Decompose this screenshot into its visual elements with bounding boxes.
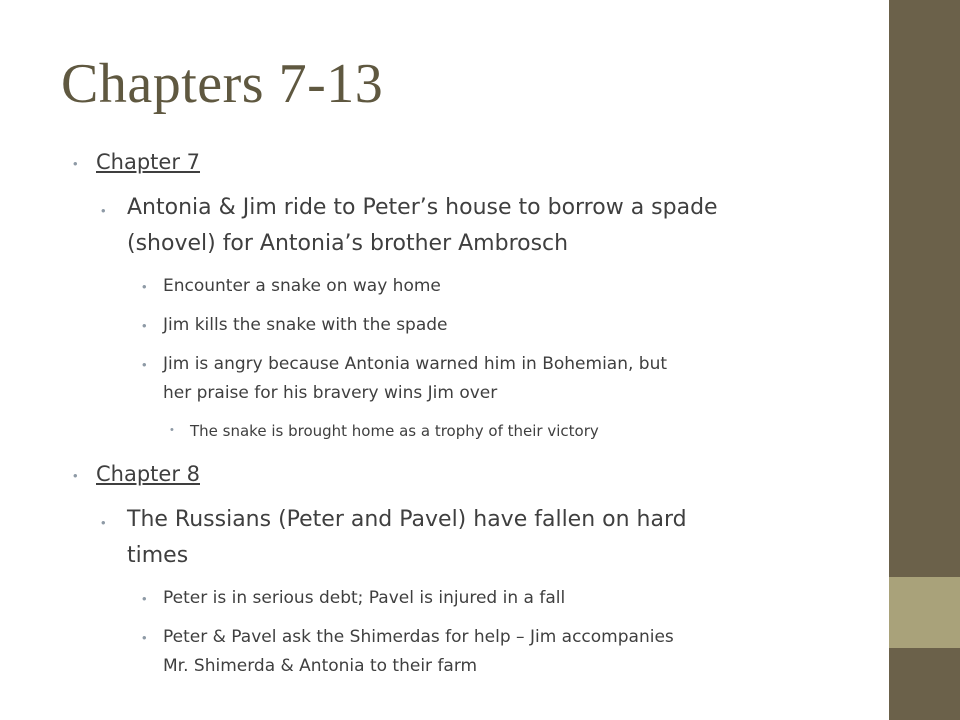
bullet-icon: • bbox=[142, 630, 147, 645]
chapter-7-sub-2: Jim kills the snake with the spade bbox=[163, 315, 448, 335]
bullet-icon: • bbox=[142, 318, 147, 333]
chapter-7-point-line-1: Antonia & Jim ride to Peter’s house to borrow a spade bbox=[127, 195, 718, 220]
bullet-icon: • bbox=[142, 279, 147, 294]
bullet-icon: • bbox=[73, 156, 78, 171]
bullet-icon: • bbox=[170, 424, 174, 436]
chapter-8-heading: Chapter 8 bbox=[96, 462, 200, 486]
chapter-8-sub-2-line-2: Mr. Shimerda & Antonia to their farm bbox=[163, 656, 478, 676]
bullet-icon: • bbox=[142, 591, 147, 606]
sidebar-light-band bbox=[889, 577, 960, 648]
chapter-7-heading: Chapter 7 bbox=[96, 150, 200, 174]
chapter-7-sub-1: Encounter a snake on way home bbox=[163, 276, 441, 296]
chapter-7-point-line-2: (shovel) for Antonia’s brother Ambrosch bbox=[127, 231, 569, 256]
chapter-7-subsub: The snake is brought home as a trophy of their victory bbox=[190, 422, 599, 440]
bullet-icon: • bbox=[101, 515, 106, 530]
chapter-8-point-line-2: times bbox=[127, 543, 189, 568]
slide-title: Chapters 7-13 bbox=[61, 53, 384, 115]
chapter-7-sub-3-line-1: Jim is angry because Antonia warned him in Bohemian, but bbox=[163, 354, 668, 374]
chapter-7-sub-3-line-2: her praise for his bravery wins Jim over bbox=[163, 383, 498, 403]
bullet-icon: • bbox=[101, 203, 106, 218]
chapter-8-point-line-1: The Russians (Peter and Pavel) have fallen on hard bbox=[127, 507, 687, 532]
sidebar-dark-band-bottom bbox=[889, 648, 960, 720]
bullet-icon: • bbox=[142, 357, 147, 372]
bullet-icon: • bbox=[73, 468, 78, 483]
sidebar-dark-band-top bbox=[889, 0, 960, 577]
chapter-8-sub-1: Peter is in serious debt; Pavel is injured in a fall bbox=[163, 588, 566, 608]
chapter-8-sub-2-line-1: Peter & Pavel ask the Shimerdas for help – Jim accompanies bbox=[163, 627, 674, 647]
